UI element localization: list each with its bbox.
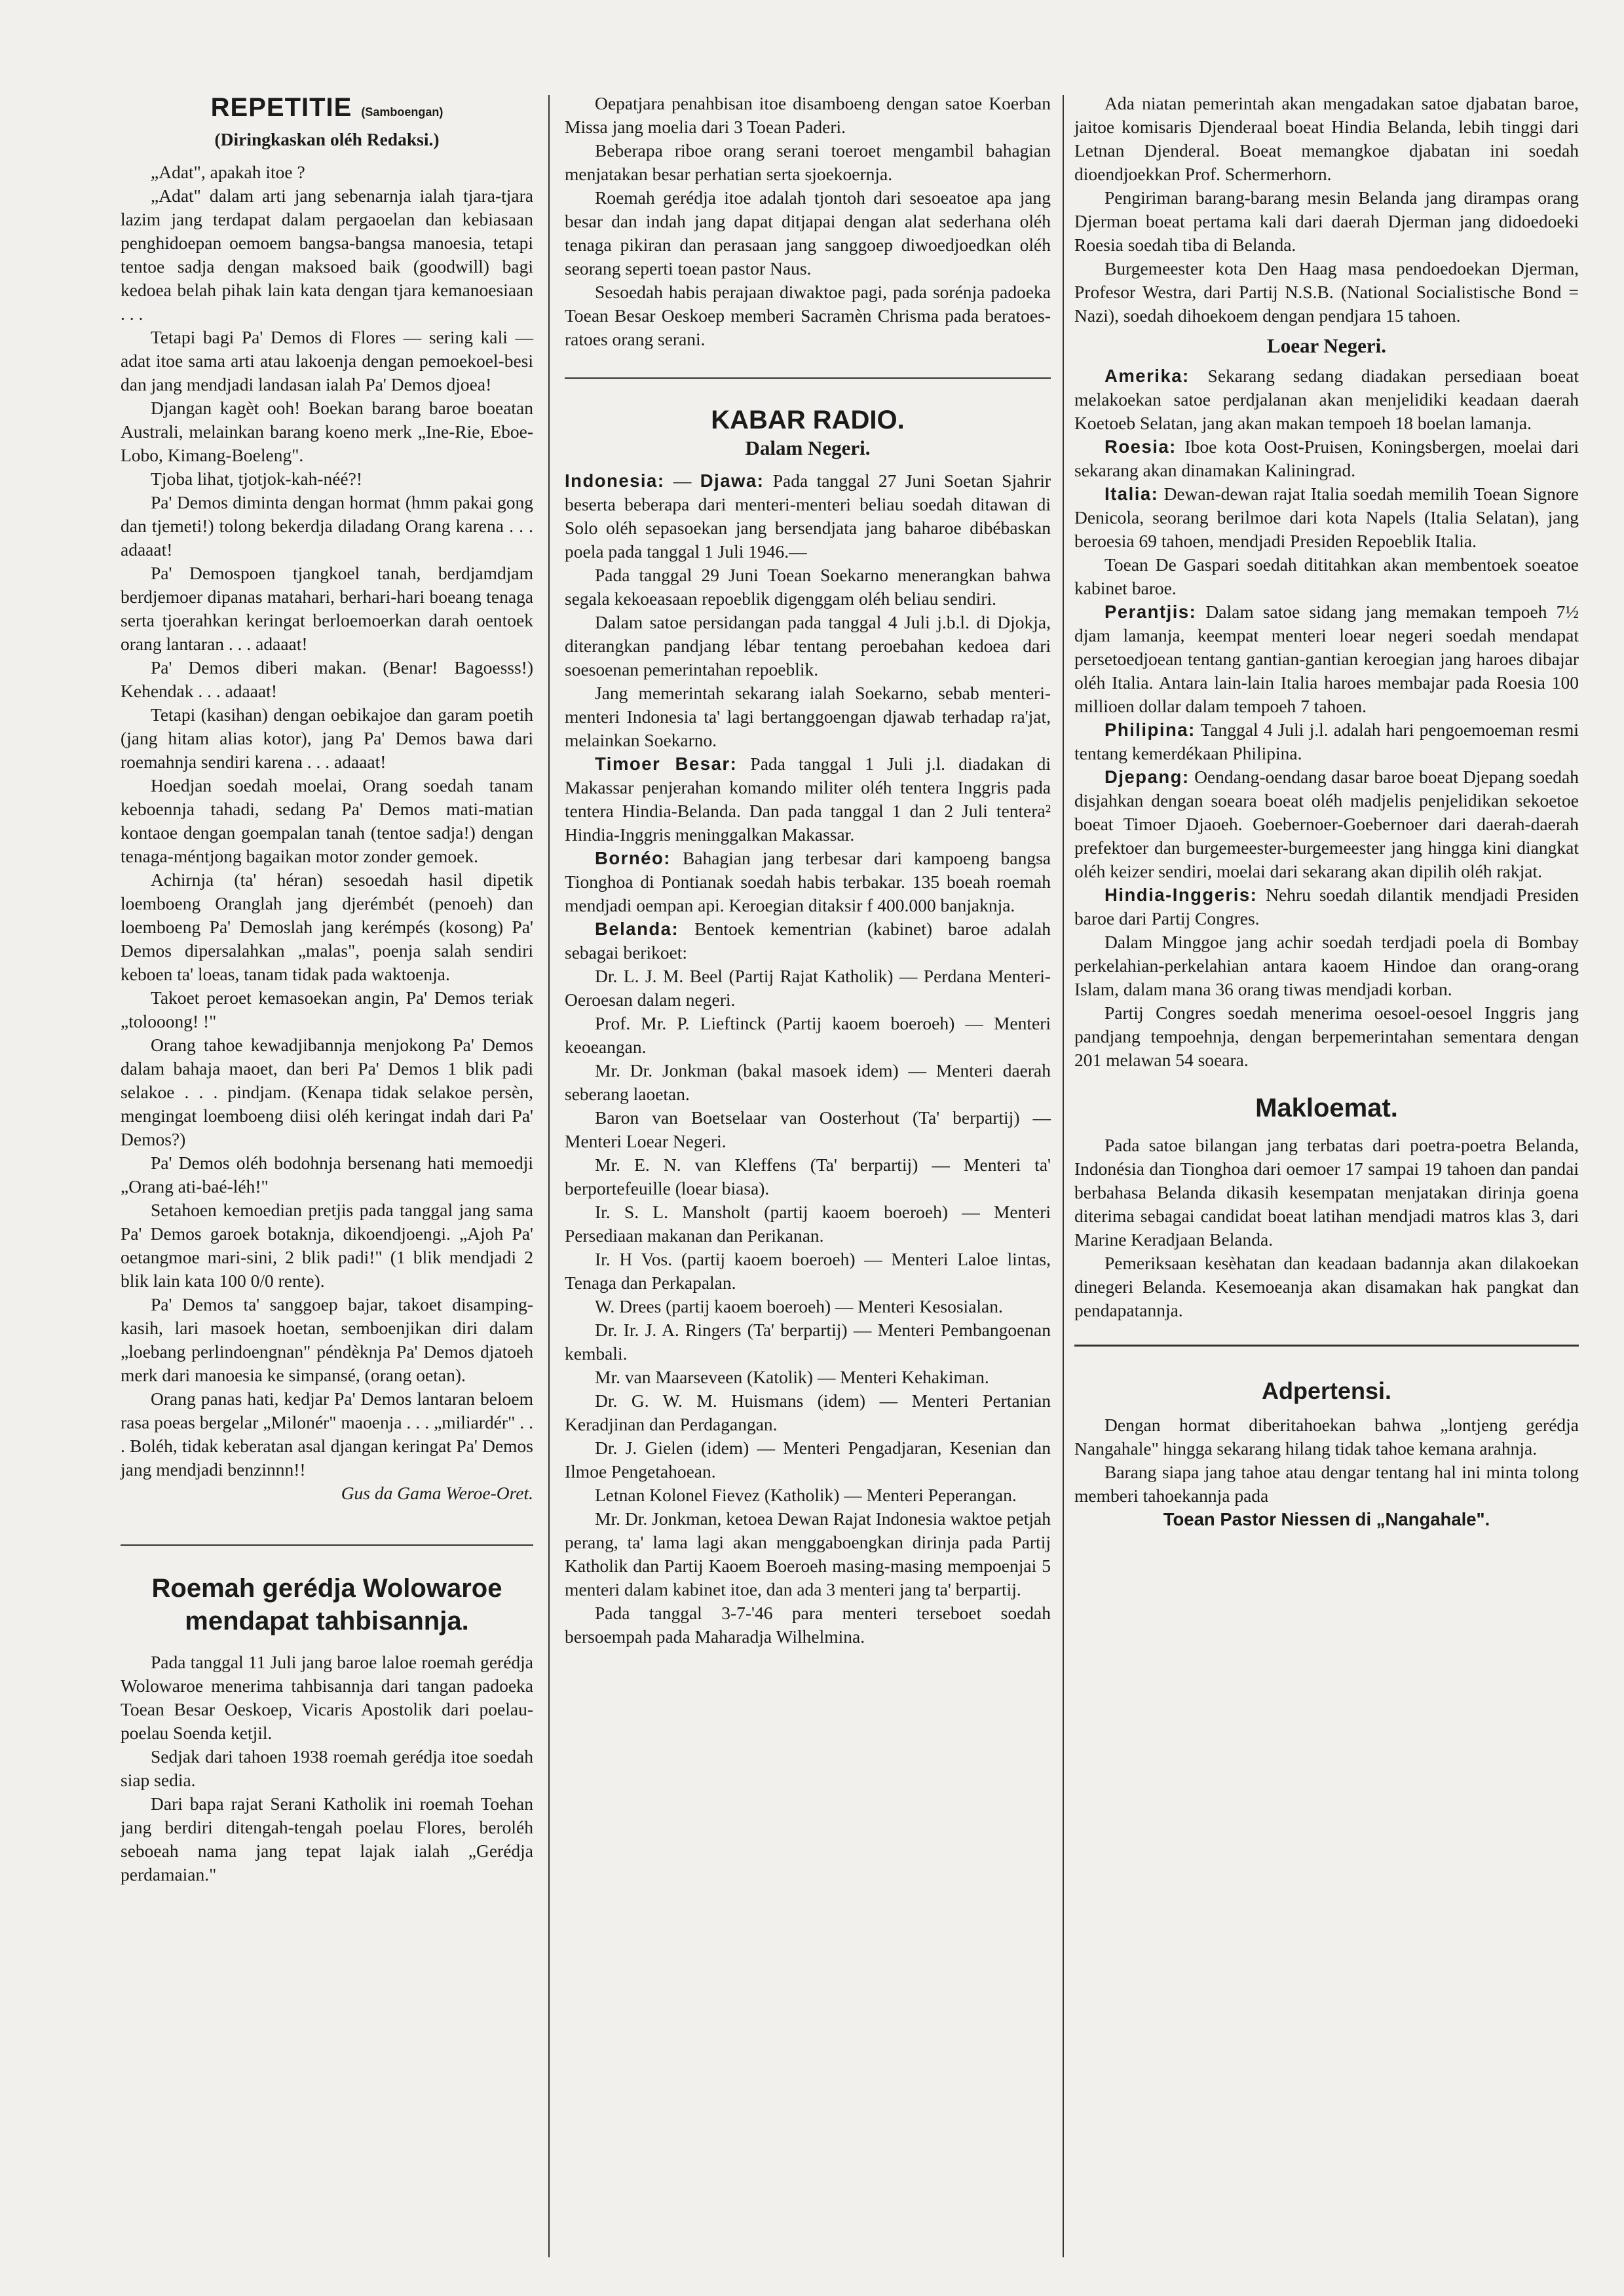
roemah-geredja-body (121, 1651, 533, 1886)
paragraph: Pa' Demos diberi makan. (Benar! Bagoesss!) Kehendak . . . adaaat! (121, 657, 533, 701)
paragraph: Dr. G. W. M. Huismans (idem) — Menteri Pertanian Keradjinan dan Perdagangan. (565, 1390, 1051, 1434)
section-subtitle-dalam-negeri: Dalam Negeri. (745, 436, 871, 459)
paragraph: Roemah gerédja itoe adalah tjontoh dari sesoeatoe apa jang besar dan indah jang dapat ditjapai dengan alat sederhana oléh tenaga pikiran dan perasaan jang sanggoep diwoedjoedkan oléh seorang seperti toean pastor Naus. (565, 187, 1051, 278)
article-title-roemah-geredja: Roemah gerédja Wolowaroe mendapat tahbisannja. (151, 1574, 502, 1636)
paragraph: Prof. Mr. P. Lieftinck (Partij kaoem boeroeh) — Menteri keoeangan. (565, 1013, 1051, 1057)
paragraph: Pada tanggal 29 Juni Toean Soekarno menerangkan bahwa segala kekoeasaan repoeblik digenggam oléh beliau sendiri. (565, 565, 1051, 609)
news-item (1074, 765, 1579, 883)
news-item-text: Nehru soedah dilantik mendjadi Presiden baroe dari Partij Congres. (1074, 885, 1579, 928)
paragraph: Pa' Demos ta' sanggoep bajar, takoet disamping-kasih, lari masoek hoetan, semboenjikan diri dalam „loebang perlindoengnan" péndèknja Pa' Demos djatoeh merk dari manoesia ke simpansé, (orang oetan). (121, 1294, 533, 1385)
paragraph: Pada tanggal 11 Juli jang baroe laloe roemah gerédja Wolowaroe menerima tahbisannja dari tangan padoeka Toean Besar Oeskoep, Vicaris Apostolik dari poelau-poelau Soenda ketjil. (121, 1652, 533, 1743)
news-item-country: Djepang: (1105, 767, 1190, 787)
news-item-text: Dewan-dewan rajat Italia soedah memilih Toean Signore Denicola, seorang berilmoe dari kota Napels (Italia Selatan), jang beroesia 69 tahoen, mendjadi Presiden Repoeblik Italia. (1074, 484, 1579, 551)
paragraph: Mr. Dr. Jonkman, ketoea Dewan Rajat Indonesia waktoe petjah perang, ta' lama lagi akan menggaboengkan dirinja pada Partij Katholik dan Partij Kaoem Boeroeh masing-masing mempoenjai 5 menteri dalam kabinet itoe, dan ada 3 menteri jang ta' berpartij. (565, 1508, 1051, 1599)
news-item-text: Iboe kota Oost-Pruisen, Koningsbergen, moelai dari sekarang akan dinamakan Kaliningrad. (1074, 436, 1579, 480)
paragraph: Achirnja (ta' héran) sesoedah hasil dipetik loemboeng Oranglah jang djerémbét (penoeh) dan loemboeng Pa' Demoslah jang kerémpés (kosong) Pa' Demos dipersalahkan „malas", poenja salah sendiri keboen ta' loeas, tanam tidak pada waktoenja. (121, 870, 533, 984)
news-timoer-besar: Timoer Besar: Pada tanggal 1 Juli j.l. diadakan di Makassar penjerahan komando militer oléh tentera Inggris pada tentera Hindia-Belanda. Dan pada tanggal 1 dan 2 Juli tentera² Hindia-Inggris meninggalkan Makassar. (565, 754, 1051, 845)
column-3 (1074, 92, 1579, 1531)
news-item (1074, 482, 1579, 553)
article-title-adpertensi: Adpertensi. (1261, 1377, 1392, 1404)
news-item-country: Perantjis: (1105, 602, 1197, 622)
paragraph: Dr. Ir. J. A. Ringers (Ta' berpartij) — Menteri Pembangoenan kembali. (565, 1320, 1051, 1364)
paragraph: Dr. L. J. M. Beel (Partij Rajat Katholik) — Perdana Menteri-Oeroesan dalam negeri. (565, 966, 1051, 1010)
news-item (1074, 435, 1579, 482)
paragraph: Barang siapa jang tahoe atau dengar tentang hal ini minta tolong memberi tahoekannja pada (1074, 1462, 1579, 1506)
paragraph: Beberapa riboe orang serani toeroet mengambil bahagian menjatakan besar perhatian serta sjoekoernja. (565, 140, 1051, 184)
news-item-text: Dalam satoe sidang jang memakan tempoeh 7½ djam lamanja, keempat menteri loear negeri soedah mendapat persetoedjoean tentang gantian-gantian keroegian jang haroes dibajar oléh Italia. Antara lain-lain Italia haroes membajar pada Roesia 100 millioen dollar dalam tempoeh 7 tahoen. (1074, 602, 1579, 716)
paragraph: Setahoen kemoedian pretjis pada tanggal jang sama Pa' Demos garoek botaknja, dikoendjoengi. „Ajoh Pa' oetangmoe mari-sini, 2 blik padi!" (1 blik mendjadi 2 blik lain kata 100 0/0 rente). (121, 1200, 533, 1291)
paragraph: Pengiriman barang-barang mesin Belanda jang dirampas orang Djerman boeat pertama kali dari daerah Djerman jang didoedoeki Roesia soedah tiba di Belanda. (1074, 187, 1579, 255)
news-indonesia-more (565, 564, 1051, 752)
paragraph: Mr. E. N. van Kleffens (Ta' berpartij) — Menteri ta' berportefeuille (loear biasa). (565, 1155, 1051, 1198)
news-item (1074, 718, 1579, 765)
paragraph: Sedjak dari tahoen 1938 roemah gerédja itoe soedah siap sedia. (121, 1746, 533, 1790)
makloemat-body (1074, 1134, 1579, 1322)
news-indonesia: Indonesia: — Djawa: Pada tanggal 27 Juni Soetan Sjahrir beserta beberapa dari menteri-menteri beliau soedah ditawan di Solo oléh sepasoekan jang bersendjata jang baharoe dibébaskan poela pada tanggal 1 Juli 1946.— (565, 470, 1051, 562)
column-2 (565, 92, 1051, 1649)
paragraph: Burgemeester kota Den Haag masa pendoedoekan Djerman, Profesor Westra, dari Partij N.S.B. (National Socialistische Bond = Nazi), soedah dihoekoem dengan pendjara 15 tahoen. (1074, 258, 1579, 326)
paragraph: „Adat" dalam arti jang sebenarnja ialah tjara-tjara lazim jang terdapat dalam pergaoelan dan kebiasaan penghidoepan oemoem bangsa-bangsa manoesia, tetapi tentoe sadja dengan maksoed baik (goodwill) bagi kedoea belah pihak lain kata dengan tjara kemanoesiaan . . . (121, 185, 533, 324)
paragraph: Baron van Boetselaar van Oosterhout (Ta' berpartij) — Menteri Loear Negeri. (565, 1107, 1051, 1151)
article-title-makloemat: Makloemat. (1255, 1094, 1398, 1122)
paragraph: Tjoba lihat, tjotjok-kah-néé?! (151, 469, 363, 489)
section-title-kabar-radio: KABAR RADIO. (711, 406, 905, 434)
paragraph: Dengan hormat diberitahoekan bahwa „lontjeng gerédja Nangahale" hingga sekarang hilang tidak tahoe kemana arahnja. (1074, 1415, 1579, 1459)
paragraph: W. Drees (partij kaoem boeroeh) — Menteri Kesosialan. (595, 1296, 1003, 1316)
foreign-news-list (1074, 364, 1579, 1072)
paragraph: Hoedjan soedah moelai, Orang soedah tanam keboennja tahadi, sedang Pa' Demos mati-matian kontaoe dengan goempalan tanah (tentoe sadja!) dengan tenaga-méntjong bagaikan motor zonder gemoek. (121, 775, 533, 866)
paragraph: Pemeriksaan kesèhatan dan keadaan badannja akan dilakoekan dinegeri Belanda. Kesemoeanja akan disamakan hak pangkat dan pendapatannja. (1074, 1253, 1579, 1320)
paragraph: Dari bapa rajat Serani Katholik ini roemah Toehan jang berdiri ditengah-tengah poelau Flores, beroléh seboeah nama jang tepat lajak ialah „Gerédja perdamaian." (121, 1793, 533, 1885)
paragraph: Tetapi (kasihan) dengan oebikajoe dan garam poetih (jang hitam alias kotor), jang Pa' Demos bawa dari roemahnja sendiri karena . . . adaaat! (121, 704, 533, 772)
column-1 (121, 92, 533, 1886)
adpertensi-contact: Toean Pastor Niessen di „Nangahale". (1163, 1509, 1490, 1529)
column-rule-left (548, 95, 550, 2257)
paragraph: Djangan kagèt ooh! Boekan barang baroe boeatan Australi, melainkan barang koeno merk „Ine-Rie, Eboe-Lobo, Kimang-Boeleng". (121, 398, 533, 465)
divider (565, 377, 1051, 379)
column-rule-right (1063, 95, 1064, 2257)
news-item-country: Philipina: (1105, 719, 1196, 740)
news-item (1074, 600, 1579, 718)
paragraph: Sesoedah habis perajaan diwaktoe pagi, pada sorénja padoeka Toean Besar Oeskoep memberi Sacramèn Chrisma pada beratoes-ratoes orang serani. (565, 282, 1051, 349)
news-item (1074, 1001, 1579, 1072)
news-item (1074, 930, 1579, 1001)
news-item-country: Hindia-Inggeris: (1105, 885, 1258, 905)
paragraph: Pada tanggal 3-7-'46 para menteri terseboet soedah bersoempah pada Maharadja Wilhelmina. (565, 1603, 1051, 1647)
paragraph: Pa' Demos oléh bodohnja bersenang hati memoedji „Orang ati-baé-léh!" (121, 1153, 533, 1196)
news-item (1074, 553, 1579, 600)
news-item-country: Amerika: (1105, 366, 1190, 386)
news-borneo: Bornéo: Bahagian jang terbesar dari kampoeng bangsa Tionghoa di Pontianak soedah habis terbakar. 135 boeah roemah mendjadi oempan api. Keroegian ditaksir f 400.000 banjaknja. (565, 848, 1051, 915)
news-item-text: Partij Congres soedah menerima oesoel-oesoel Inggris jang pandjang tempoehnja, dengan berpemerintahan sementara dengan 201 melawan 54 soeara. (1074, 1003, 1579, 1070)
divider-double (1074, 1345, 1579, 1347)
minister-list (565, 965, 1051, 1649)
paragraph: Ir. H Vos. (partij kaoem boeroeh) — Menteri Laloe lintas, Tenaga dan Perkapalan. (565, 1249, 1051, 1293)
paragraph: Orang tahoe kewadjibannja menjokong Pa' Demos dalam bahaja maoet, dan beri Pa' Demos 1 blik padi selakoe . . . pindjam. (Kenapa tidak selakoe persèn, mengingat loemboeng diisi oléh keringat indah dari Pa' Demos?) (121, 1035, 533, 1149)
news-item-text: Tanggal 4 Juli j.l. adalah hari pengoemoeman resmi tentang kemerdékaan Philipina. (1074, 719, 1579, 763)
paragraph: Mr. van Maarseveen (Katolik) — Menteri Kehakiman. (595, 1367, 989, 1387)
paragraph: Pa' Demos diminta dengan hormat (hmm pakai gong dan tjemeti!) tolong bekerdja diladang Orang karena . . . adaaat! (121, 492, 533, 560)
paragraph: Pa' Demospoen tjangkoel tanah, berdjamdjam berdjemoer dipanas matahari, berhari-hari boeang tenaga serta tjoerahkan keringat berloemoerkan darah oentoek orang lantaran . . . adaaat! (121, 563, 533, 654)
repetitie-body (121, 161, 533, 1482)
news-item-country: Roesia: (1105, 436, 1177, 457)
paragraph: Ada niatan pemerintah akan mengadakan satoe djabatan baroe, jaitoe komisaris Djenderaal boeat Hindia Belanda, lebih tinggi dari Letnan Djenderal. Boeat memangkoe djabatan ini soedah dioendjoekkan Prof. Schermerhorn. (1074, 93, 1579, 184)
paragraph: „Adat", apakah itoe ? (151, 162, 305, 182)
paragraph: Jang memerintah sekarang ialah Soekarno, sebab menteri-menteri Indonesia ta' lagi bertanggoengan djawab terhadap ra'jat, melainkan Soekarno. (565, 683, 1051, 750)
paragraph: Dr. J. Gielen (idem) — Menteri Pengadjaran, Kesenian dan Ilmoe Pengetahoean. (565, 1438, 1051, 1482)
article-title-repetitie: REPETITIE (Samboengan) (210, 93, 444, 122)
geredja-continuation (565, 92, 1051, 351)
news-item (1074, 364, 1579, 435)
news-item-text: Dalam Minggoe jang achir soedah terdjadi poela di Bombay perkelahian-perkelahian antara kaoem Hindoe dan orang-orang Islam, dalam mana 36 orang tiwas mendjadi korban. (1074, 932, 1579, 999)
news-item-text: Toean De Gaspari soedah dititahkan akan membentoek soeatoe kabinet baroe. (1074, 554, 1579, 598)
adpertensi-body (1074, 1413, 1579, 1508)
byline: (Diringkaskan oléh Redaksi.) (214, 129, 440, 149)
signature: Gus da Gama Weroe-Oret. (341, 1483, 533, 1503)
paragraph: Takoet peroet kemasoekan angin, Pa' Demos teriak „tolooong! !" (121, 987, 533, 1031)
news-item-country: Italia: (1105, 484, 1159, 504)
paragraph: Dalam satoe persidangan pada tanggal 4 Juli j.b.l. di Djokja, diterangkan pandjang lébar tentang peroebahan kedoea dari soesoenan pemerintahan repoeblik. (565, 612, 1051, 679)
news-item-text: Oendang-oendang dasar baroe boeat Djepang soedah disjahkan dengan soeara boeat oléh madjelis penjelidikan sekoetoe boeat Timoer Djaoeh. Goebernoer-Goebernoer dari daerah-daerah prefektoer dan burgemeester-burgemeester jang hingga kini diangkat oléh keizer sendiri, moelai dari sekarang akan dipilih oléh rakjat. (1074, 767, 1579, 881)
divider (121, 1544, 533, 1546)
news-item-text: Sekarang sedang diadakan persediaan boeat melakoekan satoe perdjalanan akan menjelidiki keadaan daerah Koetoeb Selatan, jang akan makan tempoeh 18 boelan lamanja. (1074, 366, 1579, 433)
paragraph: Tetapi bagi Pa' Demos di Flores — sering kali — adat itoe sama arti atau lakoenja dengan pemoekoel-besi dan jang mendjadi landasan ialah Pa' Demos djoea! (121, 327, 533, 394)
paragraph: Mr. Dr. Jonkman (bakal masoek idem) — Menteri daerah seberang laoetan. (565, 1060, 1051, 1104)
news-item (1074, 883, 1579, 930)
paragraph: Orang panas hati, kedjar Pa' Demos lantaran beloem rasa poeas bergelar „Milonér" maoenja . . . „miliardér" . . . Boléh, tidak keberatan asal djangan keringat Pa' Demos jang mendjadi benzinnn!! (121, 1388, 533, 1480)
section-subtitle-loear-negeri: Loear Negeri. (1267, 334, 1386, 357)
news-belanda: Belanda: Bentoek kementrian (kabinet) baroe adalah sebagai berikoet: (565, 919, 1051, 963)
paragraph: Ir. S. L. Mansholt (partij kaoem boeroeh) — Menteri Persediaan makanan dan Perikanan. (565, 1202, 1051, 1246)
paragraph: Oepatjara penahbisan itoe disamboeng dengan satoe Koerban Missa jang moelia dari 3 Toean Paderi. (565, 93, 1051, 137)
paragraph: Letnan Kolonel Fievez (Katholik) — Menteri Peperangan. (595, 1485, 1017, 1505)
belanda-continuation (1074, 92, 1579, 328)
paragraph: Pada satoe bilangan jang terbatas dari poetra-poetra Belanda, Indonésia dan Tionghoa dari oemoer 17 sampai 19 tahoen dan pandai berbahasa Belanda dikasih kesempatan menjatakan dirinja goena diterima sebagai candidat boeat latihan mendjadi matros klas 3, dari Marine Keradjaan Belanda. (1074, 1135, 1579, 1250)
